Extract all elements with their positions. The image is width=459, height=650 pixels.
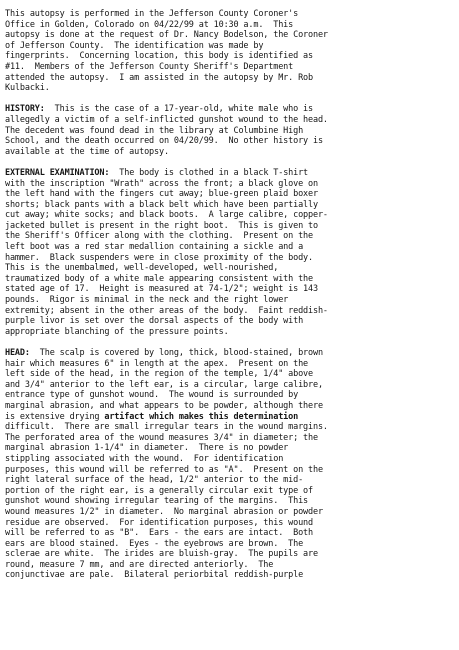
text-line: wound measures 1/2" in diameter. No marginal abrasion or powder <box>5 506 323 517</box>
text-line: right lateral surface of the head, 1/2" anterior to the mid- <box>5 475 304 486</box>
text-line: Office in Golden, Colorado on 04/22/99 at 10:30 a.m. This <box>5 19 294 30</box>
text-line: traumatized body of a white male appearing consistent with the <box>5 273 313 284</box>
text-line: extremity; absent in the other areas of the body. Faint reddish- <box>5 305 328 316</box>
head-first-line: The scalp is covered by long, thick, blood-stained, brown <box>29 348 323 358</box>
text-line: This is the unembalmed, well-developed, well-nourished, <box>5 263 279 274</box>
history-first-line: This is the case of a 17-year-old, white male who is <box>44 104 313 115</box>
text-line: available at the time of autopsy. <box>5 146 169 157</box>
external-first-line: The body is clothed in a black T-shirt <box>109 167 309 178</box>
text-line: left boot was a red star medallion containing a sickle and a <box>5 242 304 253</box>
text-line: shorts; black pants with a black belt which have been partially <box>5 199 318 210</box>
text-line: cut away; white socks; and black boots. A large calibre, copper- <box>5 210 328 221</box>
text-line: fingerprints. Concerning location, this body is identified as <box>5 51 313 62</box>
bold-highlighted-text: artifact which makes this determination <box>104 411 299 422</box>
text-line: attended the autopsy. I am assisted in the autopsy by Mr. Rob <box>5 72 313 83</box>
text-line: stippling associated with the wound. For identification <box>5 453 284 464</box>
text-line: purple livor is set over the dorsal aspects of the body with <box>5 316 304 327</box>
bold-line-prefix: is extensive drying <box>5 411 105 422</box>
intro-paragraph <box>5 9 455 94</box>
text-line: difficult. There are small irregular tears in the wound margins. <box>5 422 328 433</box>
text-line: will be referred to as "B". Ears - the ears are intact. Both <box>5 528 313 539</box>
text-line <box>5 348 455 359</box>
text-line: marginal abrasion, and what appears to be powder, although there <box>5 400 323 411</box>
history-paragraph <box>5 104 455 157</box>
text-line: appropriate blanching of the pressure points. <box>5 326 229 337</box>
text-line: residue are observed. For identification purposes, this wound <box>5 517 313 528</box>
history-heading: HISTORY: <box>5 104 45 115</box>
text-line: conjunctivae are pale. Bilateral periorbital reddish-purple <box>5 570 304 581</box>
text-line: left side of the head, in the region of the temple, 1/4" above <box>5 369 313 380</box>
text-line: marginal abrasion 1-1/4" in diameter. There is no powder <box>5 443 289 454</box>
text-line: of Jefferson County. The identification was made by <box>5 40 264 51</box>
text-line: stated age of 17. Height is measured at 74-1/2"; weight is 143 <box>5 284 318 295</box>
text-line: hair which measures 6" in length at the apex. Present on the <box>5 358 309 369</box>
text-line: purposes, this wound will be referred to as "A". Present on the <box>5 464 323 475</box>
text-line: round, measure 7 mm, and are directed anteriorly. The <box>5 559 274 570</box>
text-line: This autopsy is performed in the Jefferson County Coroner's <box>5 9 299 19</box>
text-line <box>5 168 455 179</box>
text-line <box>5 412 455 423</box>
text-line: with the inscription "Wrath" across the front; a black glove on <box>5 178 318 189</box>
text-line: pounds. Rigor is minimal in the neck and the right lower <box>5 295 289 306</box>
text-line: ears are blood stained. Eyes - the eyebrows are brown. The <box>5 538 304 549</box>
head-heading: HEAD: <box>5 348 30 358</box>
text-line <box>5 104 455 115</box>
text-line: and 3/4" anterior to the left ear, is a circular, large calibre, <box>5 379 323 390</box>
text-line: The perforated area of the wound measures 3/4" in diameter; the <box>5 432 318 443</box>
text-line: the left hand with the fingers cut away; blue-green plaid boxer <box>5 189 318 200</box>
text-line: portion of the right ear, is a generally circular exit type of <box>5 485 313 496</box>
text-line: autopsy is done at the request of Dr. Nancy Bodelson, the Coroner <box>5 30 328 41</box>
text-line: jacketed bullet is present in the right boot. This is given to <box>5 220 318 231</box>
external-examination-heading: EXTERNAL EXAMINATION: <box>5 167 110 178</box>
text-line: sclerae are white. The irides are bluish-gray. The pupils are <box>5 549 318 560</box>
external-examination-paragraph <box>5 168 455 338</box>
text-line: gunshot wound showing irregular tearing of the margins. This <box>5 496 309 507</box>
text-line: the Sheriff's Officer along with the clothing. Present on the <box>5 231 313 242</box>
text-line: entrance type of gunshot wound. The wound is surrounded by <box>5 390 299 401</box>
text-line: #11. Members of the Jefferson County Sheriff's Department <box>5 61 294 72</box>
text-line: School, and the death occurred on 04/20/99. No other history is <box>5 136 323 147</box>
text-line: hammer. Black suspenders were in close proximity of the body. <box>5 252 313 263</box>
text-line: Kulbacki. <box>5 83 50 94</box>
head-paragraph <box>5 348 455 581</box>
text-line: allegedly a victim of a self-inflicted gunshot wound to the head. <box>5 114 328 125</box>
text-line: The decedent was found dead in the library at Columbine High <box>5 125 304 136</box>
